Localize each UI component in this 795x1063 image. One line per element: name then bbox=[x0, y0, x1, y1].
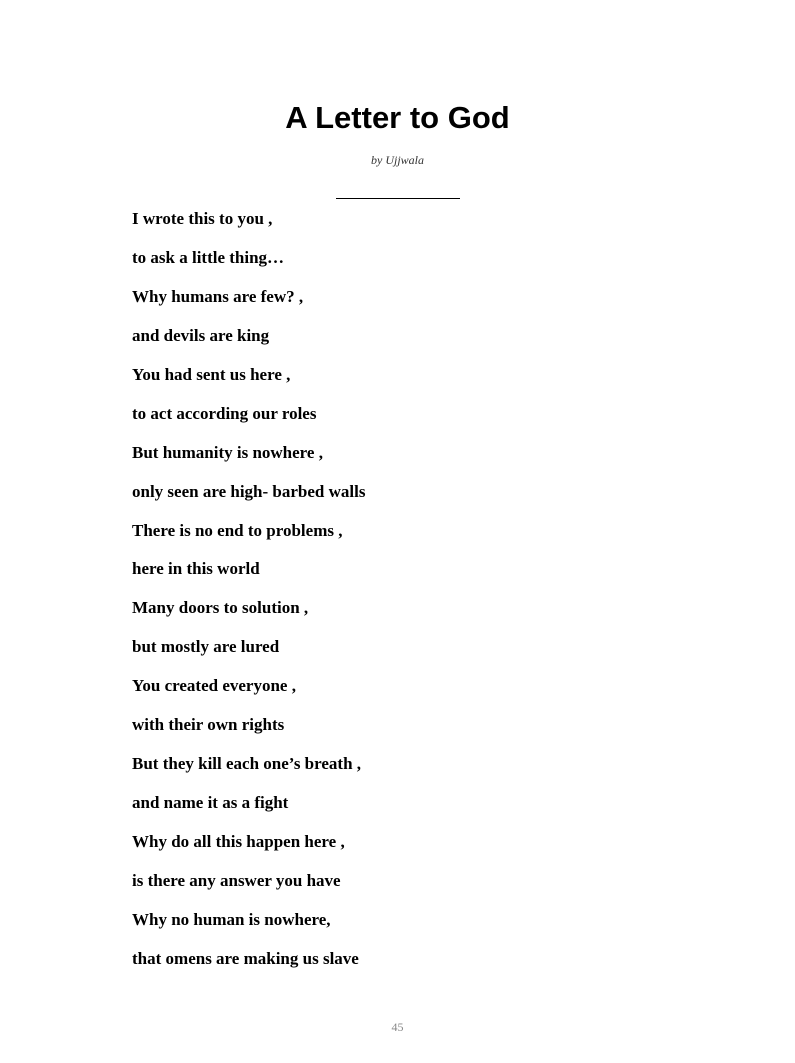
page-number: 45 bbox=[391, 1020, 404, 1034]
poem-line: here in this world bbox=[132, 559, 260, 579]
poem-line: You had sent us here , bbox=[132, 364, 291, 384]
poem-line: You created everyone , bbox=[132, 676, 296, 696]
poem-title: A Letter to God bbox=[285, 100, 510, 135]
poem-line: But they kill each one’s breath , bbox=[132, 754, 362, 774]
poem-line: with their own rights bbox=[132, 715, 285, 735]
poem-line: but mostly are lured bbox=[132, 637, 280, 657]
poem-line: and devils are king bbox=[132, 325, 270, 345]
poem-line: But humanity is nowhere , bbox=[132, 442, 323, 462]
poem-line: Why humans are few? , bbox=[132, 286, 304, 306]
poem-byline: by Ujjwala bbox=[371, 153, 424, 167]
poem-body bbox=[132, 205, 365, 984]
poem-line: is there any answer you have bbox=[132, 870, 341, 890]
poem-line: There is no end to problems , bbox=[132, 520, 343, 540]
poem-line: to act according our roles bbox=[132, 403, 317, 423]
title-divider bbox=[336, 198, 460, 199]
poem-line: only seen are high- barbed walls bbox=[132, 481, 366, 501]
poem-line: Many doors to solution , bbox=[132, 598, 309, 618]
poem-line: Why do all this happen here , bbox=[132, 832, 345, 851]
poem-line: Why no human is nowhere, bbox=[132, 909, 331, 929]
poem-line: that omens are making us slave bbox=[132, 948, 359, 968]
poem-line: and name it as a fight bbox=[132, 793, 289, 813]
poem-line: I wrote this to you , bbox=[132, 209, 273, 228]
poem-line: to ask a little thing… bbox=[132, 247, 285, 267]
